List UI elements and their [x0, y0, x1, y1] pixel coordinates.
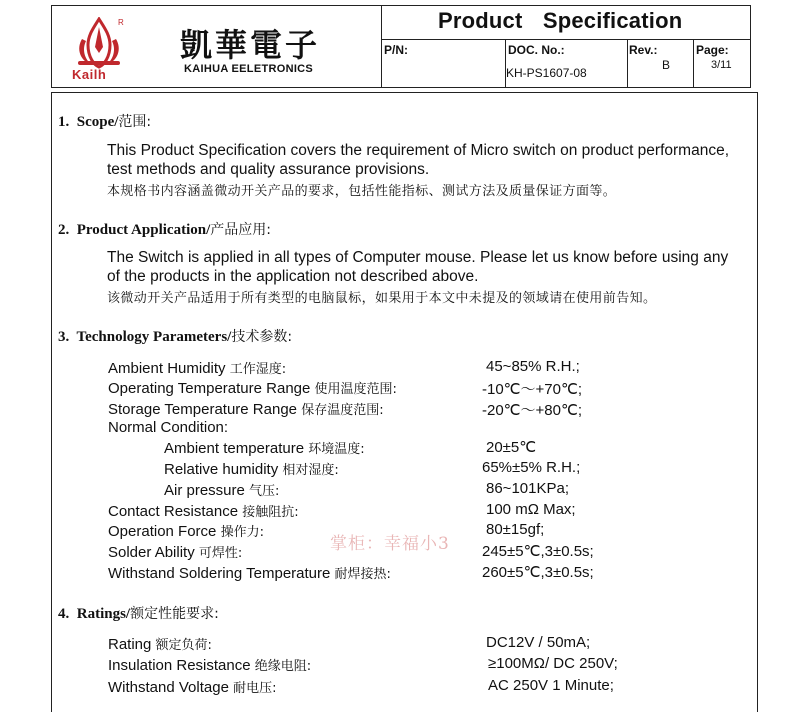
param-row-value: -10℃～+70℃;: [482, 381, 582, 398]
section-title: Ratings/: [76, 606, 131, 622]
rating-row-label: Insulation Resistance 绝缘电阻:: [108, 657, 312, 674]
param-row-label: Operating Temperature Range 使用温度范围:: [108, 380, 397, 397]
rating-row-value: ≥100MΩ/ DC 250V;: [488, 655, 618, 672]
application-text-cn: 该微动开关产品适用于所有类型的电脑鼠标，如果用于本文中未提及的领域请在使用前告知。: [107, 291, 657, 306]
rating-row-label: Withstand Voltage 耐电压:: [108, 679, 277, 696]
watermark-text: 掌柜：幸福小3: [330, 534, 450, 554]
param-row-label: Relative humidity 相对湿度:: [164, 461, 339, 478]
param-row-value: 20±5℃: [486, 439, 537, 456]
section-title: Scope/: [76, 114, 119, 130]
section-number: 4.: [58, 606, 70, 622]
param-row-label: Air pressure 气压:: [164, 482, 280, 499]
section-title-cn: 额定性能要求:: [130, 606, 219, 622]
rating-row-value: DC12V / 50mA;: [486, 634, 591, 651]
doc-no-value: KH-PS1607-08: [506, 66, 587, 80]
rev-value: B: [662, 58, 671, 72]
section-application-heading: [58, 219, 271, 239]
param-row-value: 45~85% R.H.;: [486, 358, 580, 375]
registered-mark: R: [118, 18, 124, 27]
param-row-label: Normal Condition:: [108, 419, 229, 436]
param-row-label: Solder Ability 可焊性:: [108, 544, 243, 561]
param-row-value: 260±5℃,3±0.5s;: [482, 564, 594, 581]
param-row-value: 100 mΩ Max;: [486, 501, 576, 518]
rating-row-value: AC 250V 1 Minute;: [488, 677, 614, 694]
pn-label: P/N:: [384, 43, 408, 57]
scope-text-cn: 本规格书内容涵盖微动开关产品的要求，包括性能指标、测试方法及质量保证方面等。: [107, 184, 617, 199]
section-ratings-heading: [58, 603, 219, 623]
page-label: Page:: [696, 43, 729, 57]
param-row-label: Ambient temperature 环境温度:: [164, 440, 365, 457]
scope-text-line-2: test methods and quality assurance provisions.: [107, 161, 430, 178]
rating-row-label: Rating 额定负荷:: [108, 636, 212, 653]
param-row-label: Ambient Humidity 工作湿度:: [108, 360, 287, 377]
param-row-label: Contact Resistance 接触阻抗:: [108, 503, 299, 520]
section-title-cn: 产品应用:: [210, 222, 271, 238]
scope-text-line-1: This Product Specification covers the requirement of Micro switch on product performance,: [107, 142, 729, 159]
param-row-value: -20℃～+80℃;: [482, 402, 582, 419]
param-row-value: 65%±5% R.H.;: [482, 459, 581, 476]
section-title-cn: 范围:: [118, 114, 152, 130]
param-row-value: 86~101KPa;: [486, 480, 569, 497]
page-value: 3/11: [711, 59, 732, 71]
section-scope-heading: [58, 111, 151, 131]
section-title: Technology Parameters/: [76, 329, 232, 345]
section-technology-heading: [58, 326, 292, 346]
section-number: 3.: [58, 329, 70, 345]
section-title: Product Application/: [76, 222, 211, 238]
section-title-cn: 技术参数:: [231, 329, 293, 345]
section-number: 1.: [58, 114, 70, 130]
company-name-en: KAIHUA EELETRONICS: [184, 63, 314, 75]
param-row-label: Storage Temperature Range 保存温度范围:: [108, 401, 384, 418]
doc-no-label: DOC. No.:: [508, 43, 565, 57]
logo-text: Kailh: [72, 67, 107, 82]
company-name-cn: 凱華電子: [180, 26, 321, 64]
param-row-label: Operation Force 操作力:: [108, 523, 264, 540]
param-row-value: 245±5℃,3±0.5s;: [482, 543, 594, 560]
application-text-line-2: of the products in the application not described above.: [107, 268, 479, 285]
section-number: 2.: [58, 222, 70, 238]
param-row-label: Withstand Soldering Temperature 耐焊接热:: [108, 565, 391, 582]
param-row-value: 80±15gf;: [486, 521, 545, 538]
document-title: Product Specification: [438, 8, 683, 33]
rev-label: Rev.:: [629, 43, 658, 57]
application-text-line-1: The Switch is applied in all types of Computer mouse. Please let us know before using any: [107, 249, 729, 266]
